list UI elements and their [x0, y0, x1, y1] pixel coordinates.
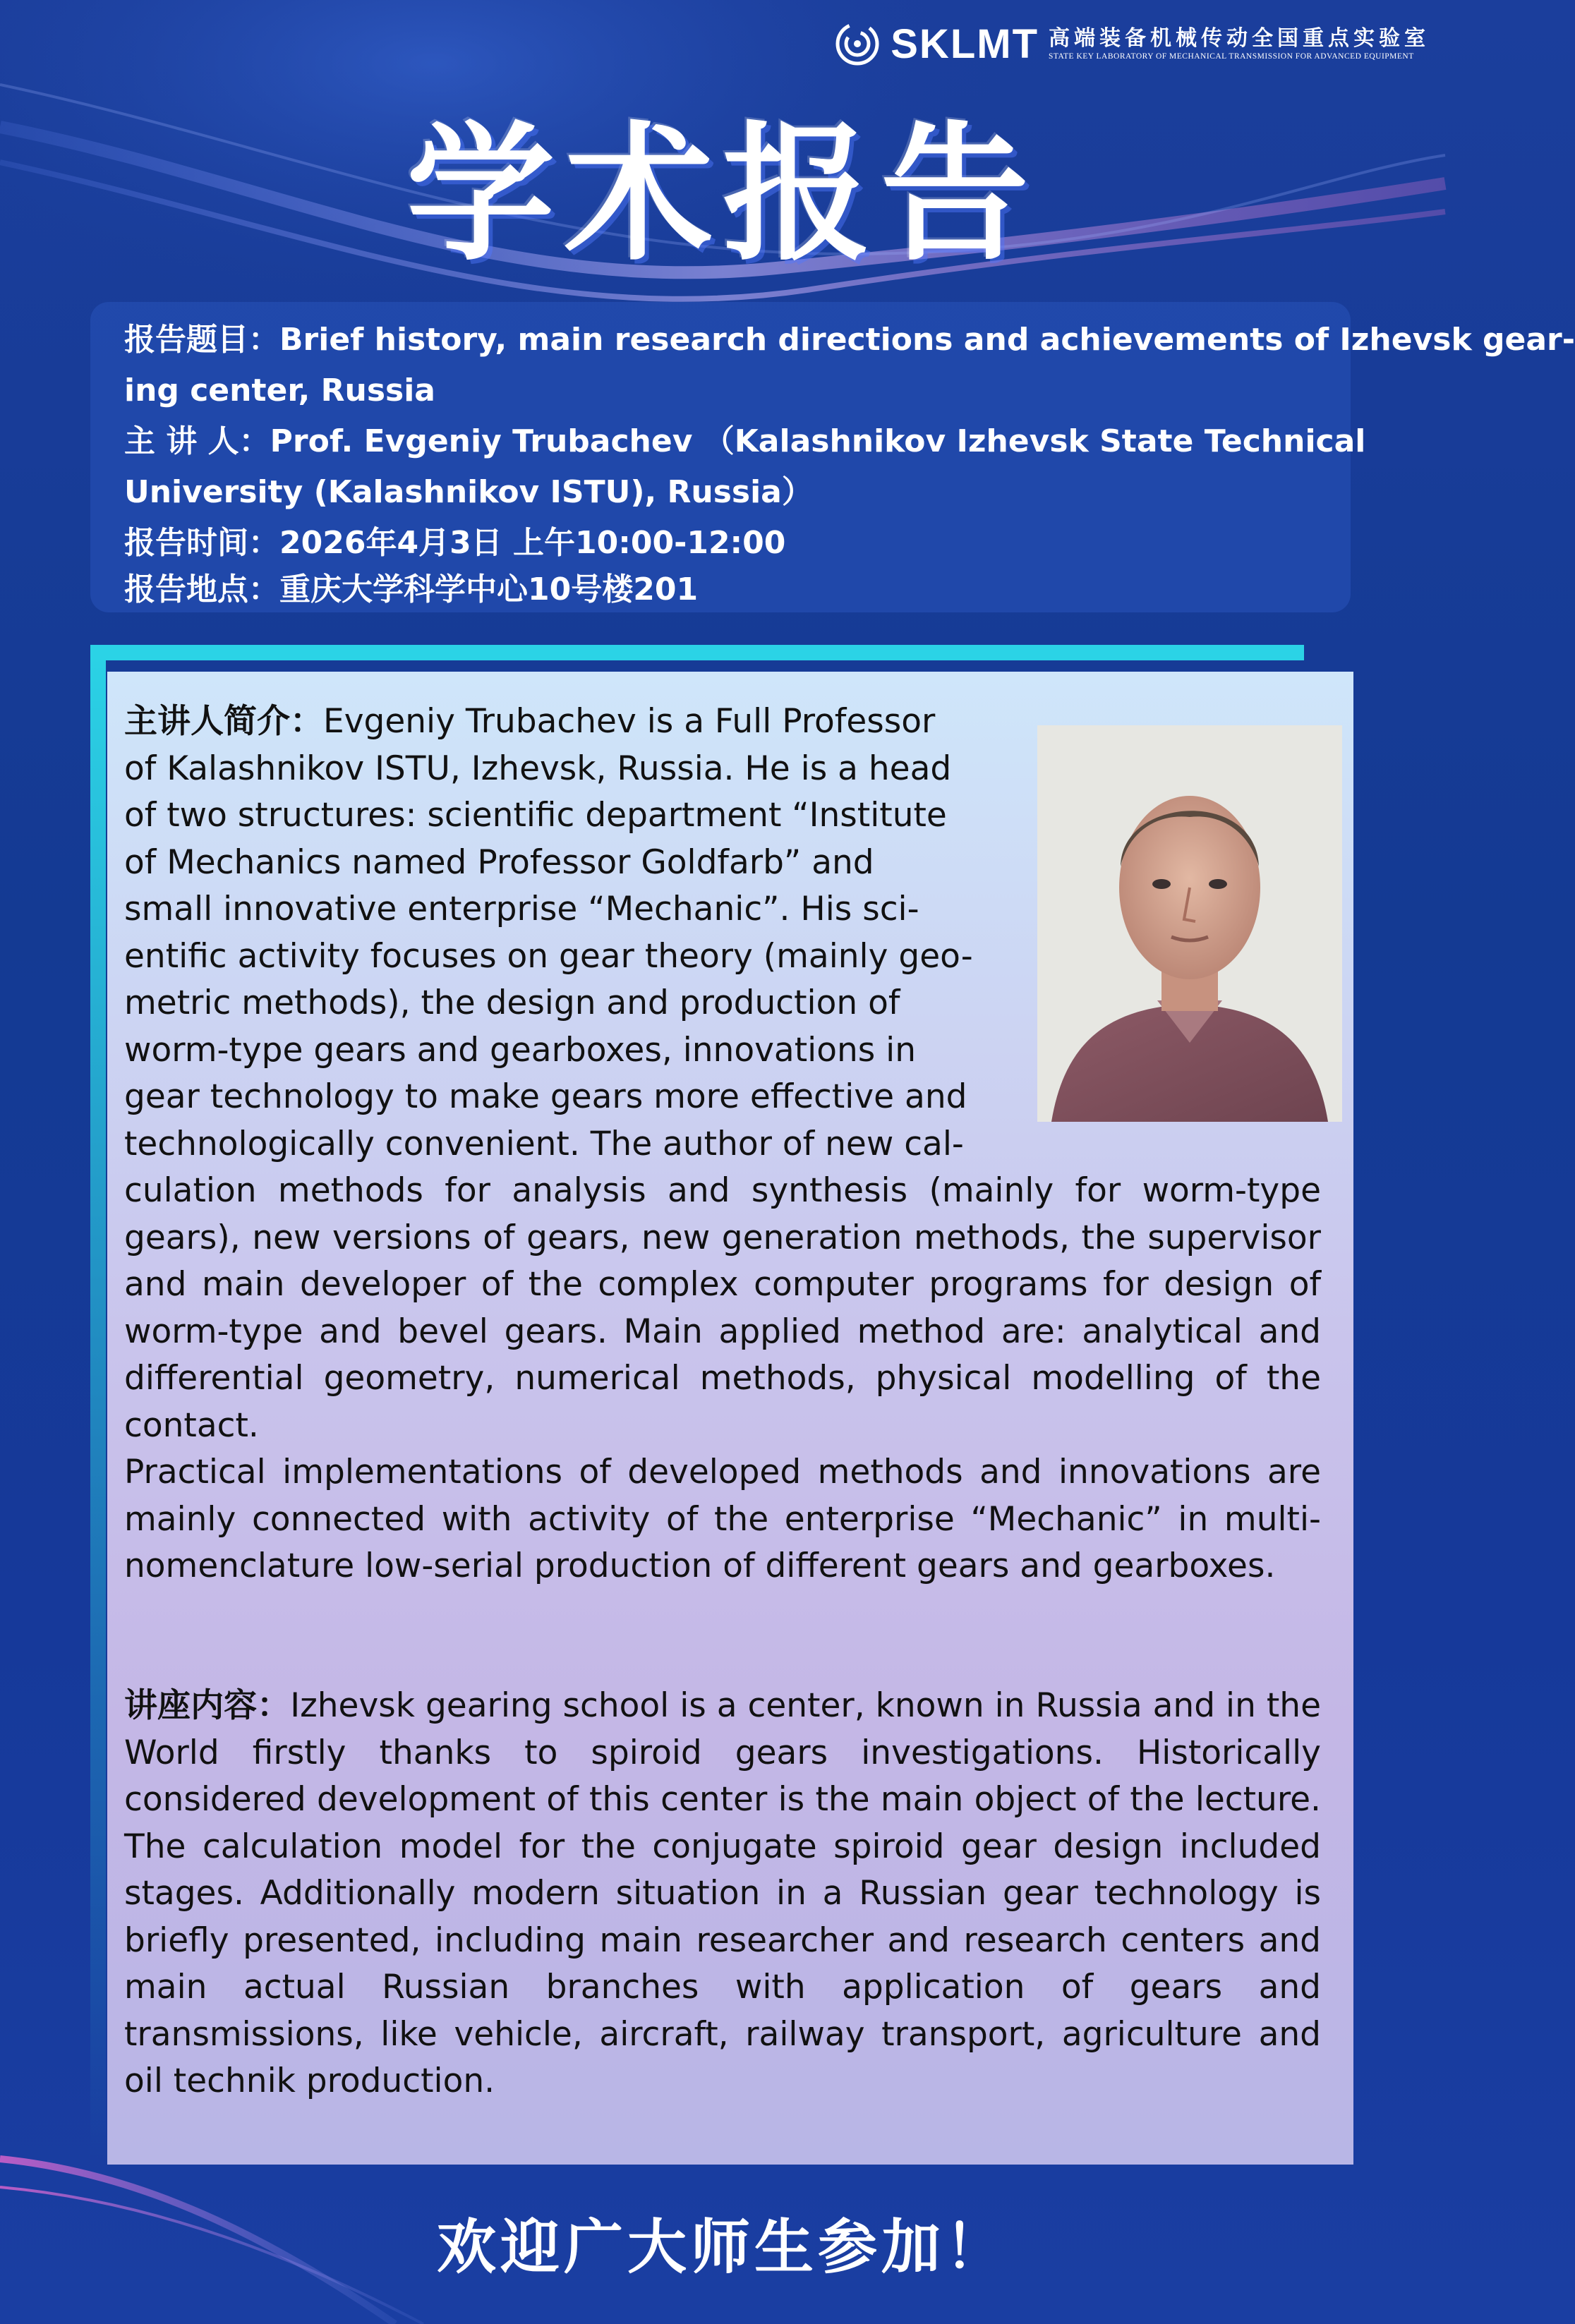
lab-name-cn: 高端装备机械传动全国重点实验室: [1049, 26, 1430, 51]
bio-line-2: of Kalashnikov ISTU, Izhevsk, Russia. He is a head: [124, 749, 952, 788]
bio-paragraph-wide: culation methods for analysis and synthesis (mainly for worm-type gears), new versions of gears, new generation methods, the supervisor and main developer of the complex computer programs for design of worm-type and bevel gears. Main applied method are: analytical and differential geometry, numerical methods, physical modelling of the contact.: [124, 1171, 1321, 1445]
logo-text: SKLMT: [891, 20, 1039, 67]
time-value: 2026年4月3日 上午10:00-12:00: [279, 525, 786, 561]
speaker-label: 主 讲 人：: [124, 423, 270, 459]
place-row: [124, 564, 1324, 615]
speaker-photo: [1037, 725, 1342, 1122]
report-info-box: [90, 302, 1575, 612]
accent-bar-side: [90, 645, 106, 2162]
bio-line-8: worm-type gears and gearboxes, innovations in: [124, 1030, 917, 1070]
speaker-value-line1: Prof. Evgeniy Trubachev （Kalashnikov Izhevsk State Technical: [270, 423, 1366, 459]
lab-name-en: STATE KEY LABORATORY OF MECHANICAL TRANSMISSION FOR ADVANCED EQUIPMENT: [1049, 52, 1414, 61]
bio-line-6: entific activity focuses on gear theory (mainly geo-: [124, 936, 973, 976]
place-value: 重庆大学科学中心10号楼201: [279, 571, 699, 607]
speaker-row: [124, 416, 1366, 467]
accent-bar-top: [90, 645, 1304, 660]
topic-value-line1: Brief history, main research directions and achievements of Izhevsk gear-: [279, 322, 1575, 358]
sklmt-logo: [834, 18, 1430, 69]
bio-line-7: metric methods), the design and production of: [124, 984, 900, 1022]
topic-row: [124, 315, 1575, 365]
time-label: 报告时间：: [124, 525, 279, 561]
bio-paragraph-narrow: [124, 698, 1022, 1168]
bio-line-5: small innovative enterprise “Mechanic”. His sci-: [124, 890, 919, 928]
welcome-footer: 欢迎广大师生参加！: [436, 2213, 1008, 2282]
speaker-value-line2: University (Kalashnikov ISTU), Russia）: [124, 474, 813, 510]
page-title: 学术报告: [406, 107, 1039, 281]
lecture-text: Izhevsk gearing school is a center, known in Russia and in the World firstly thanks to spiroid gears investigations. Historically considered development of this center is the main object of the lecture. The calculation model for the conjugate spiroid gear design included stages. Additionally modern situation in a Russian gear technology is briefly presented, including main researcher and research centers and main actual Russian branches with application of gears and transmissions, like vehicle, aircraft, railway transport, agriculture and oil technik production.: [124, 1686, 1321, 2100]
topic-value-line2: ing center, Russia: [124, 373, 435, 408]
bio-line-9: gear technology to make gears more effective and: [124, 1077, 967, 1116]
bio-paragraph-2: Practical implementations of developed methods and innovations are mainly connected with activity of the enterprise “Mechanic” in multi-nomenclature low-serial production of different gears and gearboxes.: [124, 1453, 1321, 1585]
sklmt-emblem-icon: [834, 20, 881, 67]
lab-name: [1049, 26, 1430, 61]
bio-line-1: Evgeniy Trubachev is a Full Professor: [323, 702, 936, 741]
speaker-portrait-image: [1037, 725, 1342, 1122]
time-row: [124, 518, 1324, 569]
bio-label: 主讲人简介：: [124, 702, 323, 741]
bio-line-10: technologically convenient. The author of new cal-: [124, 1124, 964, 1163]
bio-line-4: of Mechanics named Professor Goldfarb” and: [124, 842, 874, 882]
place-label: 报告地点：: [124, 571, 279, 607]
lecture-paragraph: [124, 1683, 1321, 2105]
topic-label: 报告题目：: [124, 322, 279, 358]
lecture-label: 讲座内容：: [124, 1686, 291, 1725]
bio-line-3: of two structures: scientific department “Institute: [124, 796, 947, 835]
